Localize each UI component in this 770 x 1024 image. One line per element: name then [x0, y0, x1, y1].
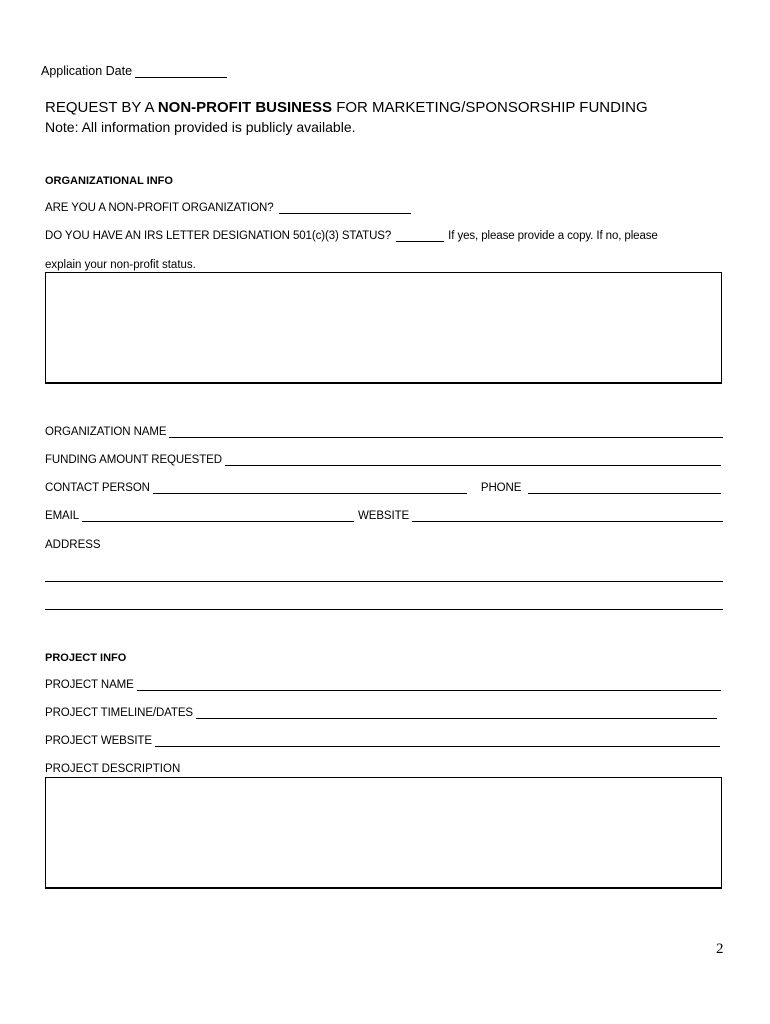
- project-name-row: [45, 679, 721, 691]
- project-timeline-row: [45, 707, 717, 719]
- address-label: ADDRESS: [45, 539, 101, 551]
- funding-amount-label: FUNDING AMOUNT REQUESTED: [45, 454, 222, 466]
- contact-phone-row: [45, 482, 721, 494]
- form-note: Note: All information provided is publicly available.: [45, 119, 356, 135]
- project-website-label: PROJECT WEBSITE: [45, 735, 152, 747]
- irs-status-field[interactable]: [396, 230, 444, 242]
- phone-field[interactable]: [528, 482, 721, 494]
- project-timeline-field[interactable]: [196, 707, 717, 719]
- address-line-2[interactable]: [45, 609, 723, 610]
- project-name-field[interactable]: [137, 679, 721, 691]
- nonprofit-status-textbox[interactable]: [45, 272, 722, 384]
- title-prefix: REQUEST BY A: [45, 99, 158, 116]
- contact-person-label: CONTACT PERSON: [45, 482, 150, 494]
- irs-question-row: [45, 230, 658, 242]
- form-title: [45, 99, 648, 116]
- application-date-field[interactable]: [135, 66, 227, 78]
- email-field[interactable]: [82, 510, 354, 522]
- nonprofit-question-row: [45, 202, 411, 214]
- org-name-field[interactable]: [169, 426, 723, 438]
- application-date-label: Application Date: [41, 64, 133, 78]
- email-website-row: [45, 510, 723, 522]
- irs-question-line2: explain your non-profit status.: [45, 259, 196, 271]
- website-label: WEBSITE: [358, 510, 410, 522]
- project-website-field[interactable]: [155, 735, 720, 747]
- organizational-info-heading: ORGANIZATIONAL INFO: [45, 175, 173, 187]
- org-name-row: [45, 426, 723, 438]
- title-suffix: FOR MARKETING/SPONSORSHIP FUNDING: [332, 99, 648, 116]
- page-number: 2: [716, 941, 724, 957]
- irs-question-instructions: If yes, please provide a copy. If no, please: [448, 230, 658, 242]
- project-timeline-label: PROJECT TIMELINE/DATES: [45, 707, 193, 719]
- title-bold: NON-PROFIT BUSINESS: [157, 99, 333, 116]
- project-website-row: [45, 735, 720, 747]
- phone-label: PHONE: [480, 482, 522, 494]
- website-field[interactable]: [412, 510, 723, 522]
- contact-person-field[interactable]: [153, 482, 467, 494]
- org-name-label: ORGANIZATION NAME: [45, 426, 167, 438]
- nonprofit-answer-field[interactable]: [279, 202, 411, 214]
- project-name-label: PROJECT NAME: [45, 679, 134, 691]
- address-line-1[interactable]: [45, 581, 723, 582]
- funding-amount-field[interactable]: [225, 454, 721, 466]
- nonprofit-question-label: ARE YOU A NON-PROFIT ORGANIZATION?: [45, 202, 274, 214]
- project-info-heading: PROJECT INFO: [45, 652, 127, 664]
- application-date-row: [41, 64, 227, 78]
- project-description-label: PROJECT DESCRIPTION: [45, 763, 181, 775]
- funding-amount-row: [45, 454, 721, 466]
- email-label: EMAIL: [45, 510, 80, 522]
- project-description-textbox[interactable]: [45, 777, 722, 889]
- irs-question-label: DO YOU HAVE AN IRS LETTER DESIGNATION 501(c)(3) STATUS?: [45, 230, 392, 242]
